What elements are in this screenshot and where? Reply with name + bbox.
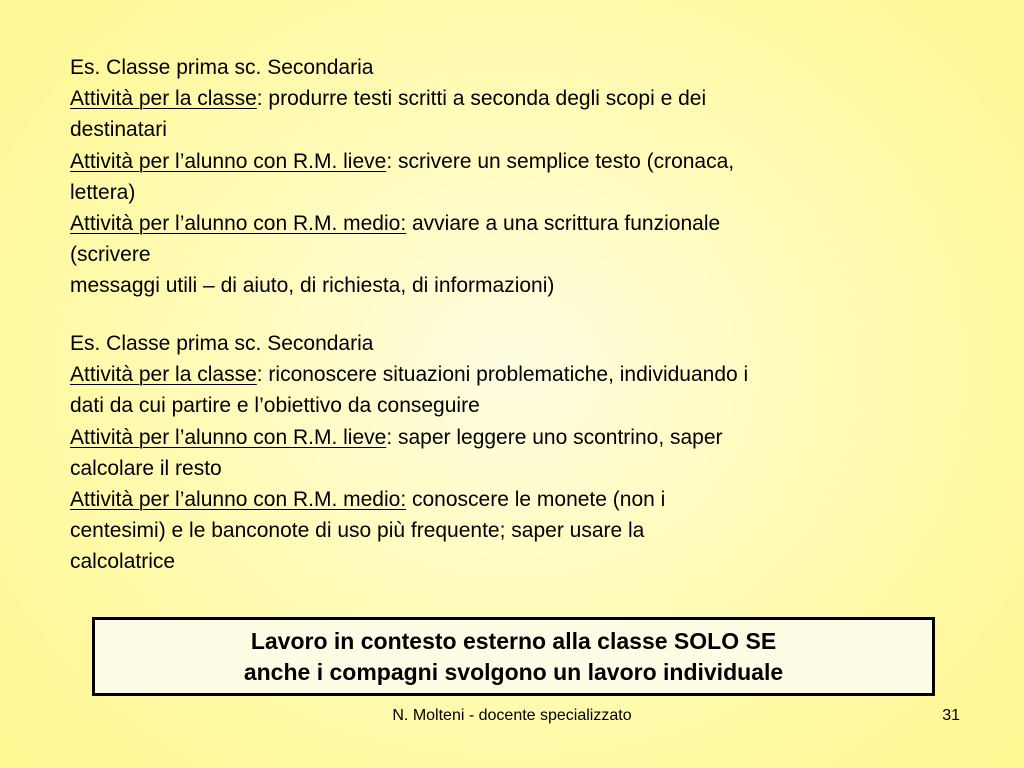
medium-activity-text-continued: centesimi) e le banconote di uso più frequente; saper usare la	[70, 519, 645, 543]
medium-activity-label: Attività per l’alunno con R.M. medio:	[70, 488, 407, 512]
footer-author: N. Molteni - docente specializzato	[392, 707, 632, 724]
page-number: 31	[942, 707, 960, 724]
example-writing	[70, 52, 930, 302]
medium-activity-line	[70, 484, 930, 515]
medium-activity-text: avviare a una scrittura funzionale	[406, 212, 721, 236]
class-activity-label: Attività per la classe	[70, 87, 257, 111]
class-activity-line	[70, 359, 930, 390]
medium-activity-label: Attività per l’alunno con R.M. medio:	[70, 212, 407, 236]
class-activity-text: : produrre testi scritti a seconda degli scopi e dei	[256, 87, 707, 111]
medium-activity-text-continued: (scrivere	[70, 243, 151, 267]
mild-activity-text-continued: calcolare il resto	[70, 456, 222, 480]
example-math	[70, 328, 930, 578]
notice-line-2: anche i compagni svolgono un lavoro individuale	[243, 658, 784, 685]
mild-activity-line	[70, 422, 930, 453]
mild-activity-line	[70, 146, 930, 177]
mild-activity-label: Attività per l’alunno con R.M. lieve	[70, 149, 387, 173]
medium-activity-text: conoscere le monete (non i	[406, 488, 666, 512]
class-activity-text-continued: destinatari	[70, 118, 167, 142]
notice-line-1: Lavoro in contesto esterno alla classe SOLO SE	[250, 627, 777, 654]
class-activity-text: : riconoscere situazioni problematiche, individuando i	[256, 363, 749, 387]
mild-activity-text: : saper leggere uno scontrino, saper	[386, 425, 723, 449]
mild-activity-text-continued: lettera)	[70, 180, 136, 204]
example-heading: Es. Classe prima sc. Secondaria	[70, 332, 374, 355]
mild-activity-text: : scrivere un semplice testo (cronaca,	[386, 149, 735, 173]
class-activity-line	[70, 83, 930, 114]
medium-activity-line	[70, 208, 930, 239]
medium-activity-text-continued-2: messaggi utili – di aiuto, di richiesta, di informazioni)	[70, 274, 555, 298]
class-activity-text-continued: dati da cui partire e l’obiettivo da conseguire	[70, 394, 480, 418]
mild-activity-label: Attività per l’alunno con R.M. lieve	[70, 425, 387, 449]
example-heading: Es. Classe prima sc. Secondaria	[70, 56, 374, 79]
medium-activity-text-continued-2: calcolatrice	[70, 550, 176, 574]
notice-box	[92, 617, 935, 696]
class-activity-label: Attività per la classe	[70, 363, 257, 387]
